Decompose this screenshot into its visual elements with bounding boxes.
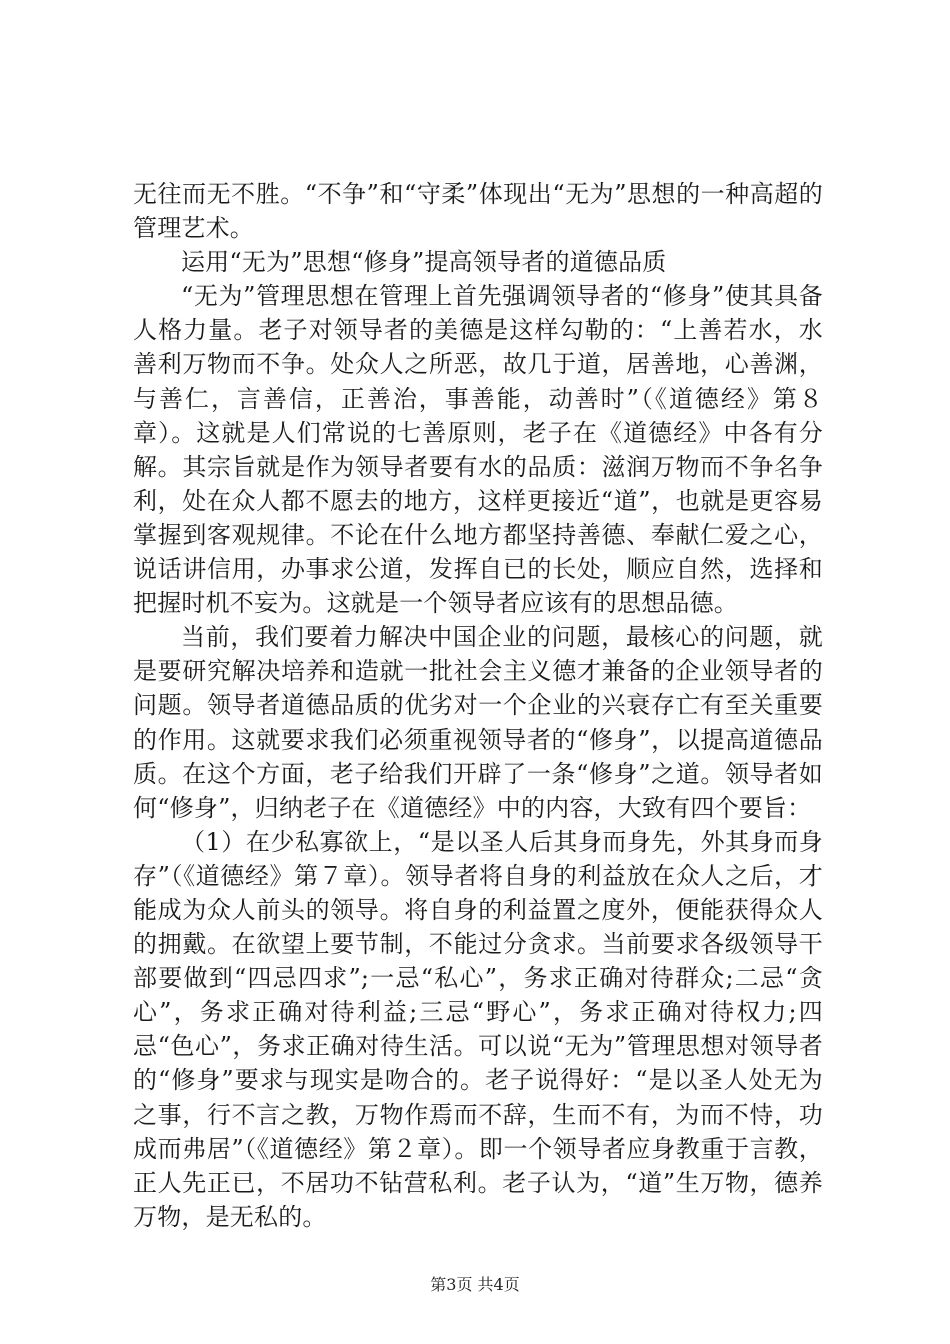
document-body <box>133 177 823 1234</box>
paragraph-current-issues: 当前，我们要着力解决中国企业的问题，最核心的问题，就是要研究解决培养和造就一批社会主义德才兼备的企业领导者的问题。领导者道德品质的优劣对一个企业的兴衰存亡有至关重要的作用。这就要求我们必须重视领导者的“修身”，以提高道德品质。在这个方面，老子给我们开辟了一条“修身”之道。领导者如何“修身”，归纳老子在《道德经》中的内容，大致有四个要旨： <box>133 623 823 822</box>
paragraph-continuation: 无往而无不胜。“不争”和“守柔”体现出“无为”思想的一种高超的管理艺术。 <box>133 180 823 243</box>
page-number-footer: 第3页 共4页 <box>430 1275 520 1294</box>
paragraph-point-one: （1）在少私寡欲上，“是以圣人后其身而身先，外其身而身存”（《道德经》第７章）。领导者将自身的利益放在众人之后，才能成为众人前头的领导。将自身的利益置之度外，便能获得众人的拥戴。在欲望上要节制，不能过分贪求。当前要求各级领导干部要做到“四忌四求”;一忌“私心”，务求正确对待群众;二忌“贪心”，务求正确对待利益;三忌“野心”，务求正确对待权力;四忌“色心”，务求正确对待生活。可以说“无为”管理思想对领导者的“修身”要求与现实是吻合的。老子说得好：“是以圣人处无为之事，行不言之教，万物作焉而不辞，生而不有，为而不恃，功成而弗居”（《道德经》第２章）。即一个领导者应身教重于言教，正人先正已，不居功不钻营私利。老子认为，“道”生万物，德养万物，是无私的。 <box>133 827 823 1231</box>
section-heading: 运用“无为”思想“修身”提高领导者的道德品质 <box>181 248 667 277</box>
paragraph-self-cultivation: “无为”管理思想在管理上首先强调领导者的“修身”使其具备人格力量。老子对领导者的美德是这样勾勒的：“上善若水，水善利万物而不争。处众人之所恶，故几于道，居善地，心善渊，与善仁，言善信，正善治，事善能，动善时”（《道德经》第８章）。这就是人们常说的七善原则，老子在《道德经》中各有分解。其宗旨就是作为领导者要有水的品质：滋润万物而不争名争利，处在众人都不愿去的地方，这样更接近“道”，也就是更容易掌握到客观规律。不论在什么地方都坚持善德、奉献仁爱之心，说话讲信用，办事求公道，发挥自已的长处，顺应自然，选择和把握时机不妄为。这就是一个领导者应该有的思想品德。 <box>133 282 823 618</box>
